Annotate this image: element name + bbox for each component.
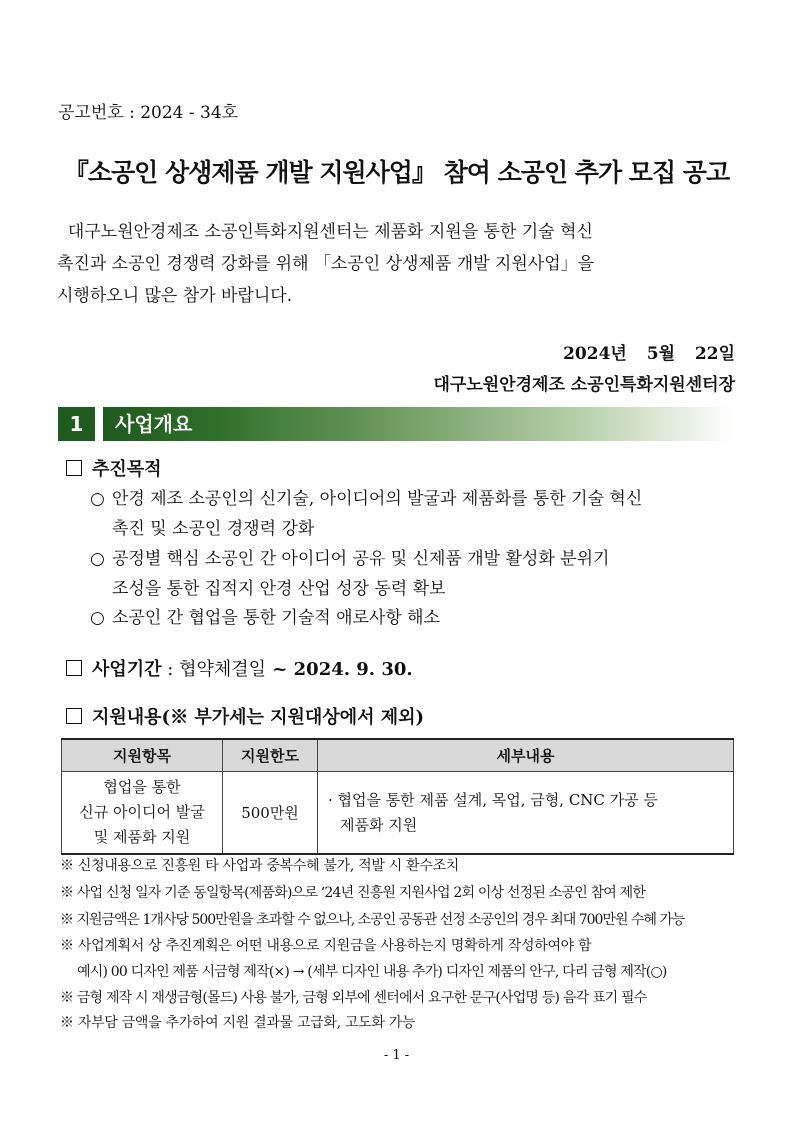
intro-line-1: 대구노원안경제조 소공인특화지원센터는 제품화 지원을 통한 기술 혁신 [67, 222, 593, 242]
intro-paragraph [57, 216, 737, 312]
section-title: 사업개요 [103, 407, 735, 441]
table-header-row [62, 739, 734, 772]
document-title: 『소공인 상생제품 개발 지원사업』 참여 소공인 추가 모집 공고 [63, 158, 730, 187]
checkbox-square-icon [66, 460, 82, 476]
checkbox-square-icon [66, 660, 82, 676]
column-header: 세부내용 [318, 739, 734, 772]
column-header: 지원한도 [223, 739, 318, 772]
support-item-cell: 협업을 통한 신규 아이디어 발굴 및 제품화 지원 [62, 772, 223, 855]
section-number: 1 [58, 407, 95, 441]
intro-line-2: 촉진과 소공인 경쟁력 강화를 위해 「소공인 상생제품 개발 지원사업」을 [57, 254, 595, 274]
purpose-heading: 추진목적 [66, 455, 162, 481]
circle-bullet-icon: ○ [90, 608, 105, 628]
purpose-item-3: ○ 소공인 간 협업을 통한 기술적 애로사항 해소 [90, 603, 740, 633]
issue-date: 2024년 5월 22일 [563, 344, 735, 364]
table-row [62, 772, 734, 855]
page-number: - 1 - [383, 1048, 410, 1063]
note-4: ※ 사업계획서 상 추진계획은 어떤 내용으로 지원금을 사용하는지 명확하게 작성하여야 함 [60, 938, 592, 954]
purpose-item-1: ○ 안경 제조 소공인의 신기술, 아이디어의 발굴과 제품화를 통한 기술 혁신 촉진 및 소공인 경쟁력 강화 [90, 484, 740, 544]
support-limit-cell: 500만원 [223, 772, 318, 855]
circle-bullet-icon: ○ [90, 489, 105, 509]
note-5: ※ 금형 제작 시 재생금형(몰드) 사용 불가, 금형 외부에 센터에서 요구한 문구(사업명 등) 음각 표기 필수 [60, 990, 647, 1006]
support-detail-cell: · 협업을 통한 제품 설계, 목업, 금형, CNC 가공 등 제품화 지원 [318, 772, 734, 855]
note-3: ※ 지원금액은 1개사당 500만원을 초과할 수 없으나, 소공인 공동관 선정 소공인의 경우 최대 700만원 수혜 가능 [60, 912, 685, 928]
support-table [61, 738, 734, 855]
support-heading: 지원내용(※ 부가세는 지원대상에서 제외) [66, 703, 424, 729]
note-6: ※ 자부담 금액을 추가하여 지원 결과물 고급화, 고도화 가능 [60, 1015, 416, 1031]
section-header [58, 407, 735, 441]
note-2: ※ 사업 신청 일자 기준 동일항목(제품화)으로 ‘24년 진흥원 지원사업 2회 이상 선정된 소공인 참여 제한 [60, 885, 646, 901]
period-heading: 사업기간 : 협약체결일 ~ 2024. 9. 30. [66, 655, 413, 681]
note-example: 예시) 00 디자인 제품 시금형 제작(×) → (세부 디자인 내용 추가) 디자인 제품의 안구, 다리 금형 제작(○) [77, 964, 667, 980]
column-header: 지원항목 [62, 739, 223, 772]
notice-number: 공고번호 : 2024 - 34호 [58, 103, 239, 123]
circle-bullet-icon: ○ [90, 549, 105, 569]
checkbox-square-icon [66, 708, 82, 724]
purpose-item-2: ○ 공정별 핵심 소공인 간 아이디어 공유 및 신제품 개발 활성화 분위기 조성을 통한 집적지 안경 산업 성장 동력 확보 [90, 544, 740, 604]
issuer: 대구노원안경제조 소공인특화지원센터장 [433, 375, 735, 395]
note-1: ※ 신청내용으로 진흥원 타 사업과 중복수혜 불가, 적발 시 환수조치 [60, 858, 460, 874]
intro-line-3: 시행하오니 많은 참가 바랍니다. [57, 286, 293, 306]
